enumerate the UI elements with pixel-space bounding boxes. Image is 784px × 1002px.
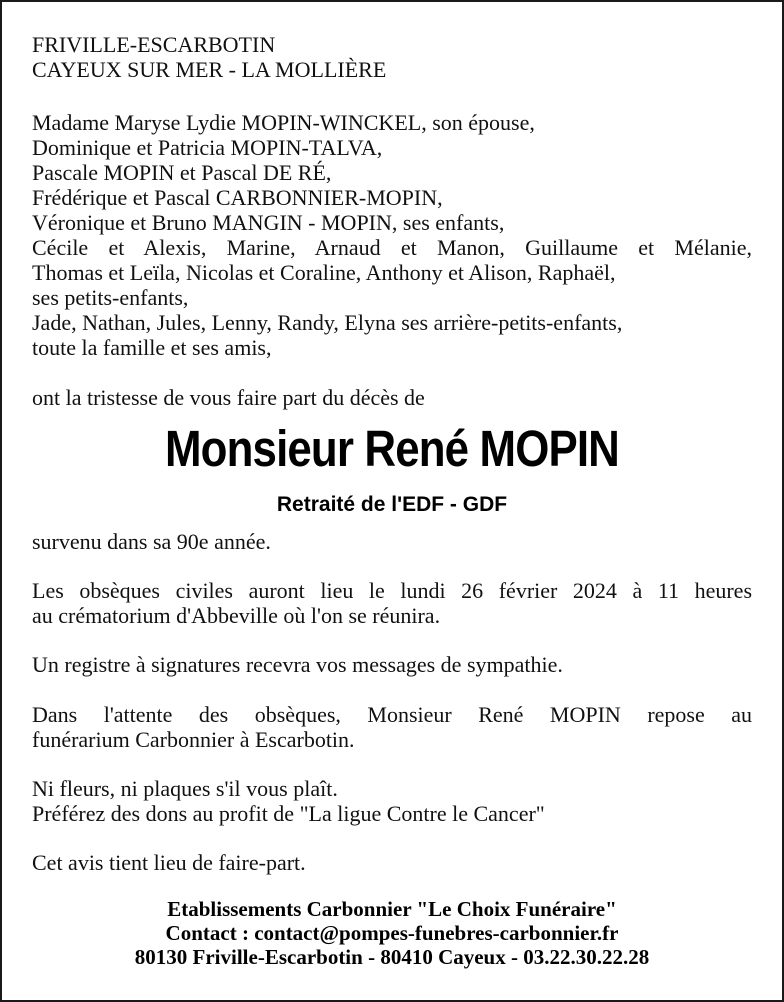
family-line: Pascale MOPIN et Pascal DE RÉ, [32,160,332,185]
footer-company: Etablissements Carbonnier "Le Choix Funéraire" [167,897,617,921]
footer-contact: Contact : contact@pompes-funebres-carbonnier.fr [165,921,619,945]
register-line: Un registre à signatures recevra vos messages de sympathie. [32,652,563,677]
family-line: ses petits-enfants, [32,285,189,310]
family-line: Dominique et Patricia MOPIN-TALVA, [32,135,383,160]
rest-line-1: Dans l'attente des obsèques, Monsieur René MOPIN repose au [32,702,752,727]
location-line-1: FRIVILLE-ESCARBOTIN [32,32,276,57]
announcement-line: ont la tristesse de vous faire part du décès de [32,385,425,410]
family-line: Madame Maryse Lydie MOPIN-WINCKEL, son épouse, [32,110,535,135]
footer-address: 80130 Friville-Escarbotin - 80410 Cayeux - 03.22.30.22.28 [134,945,650,969]
family-line: Frédérique et Pascal CARBONNIER-MOPIN, [32,185,443,210]
family-line: Jade, Nathan, Jules, Lenny, Randy, Elyna ses arrière-petits-enfants, [32,310,623,335]
deceased-title: Retraité de l'EDF - GDF [276,493,508,516]
family-line: Véronique et Bruno MANGIN - MOPIN, ses enfants, [32,210,505,235]
funeral-line-1: Les obsèques civiles auront lieu le lundi 26 février 2024 à 11 heures [32,578,752,603]
funeral-line-2: au crématorium d'Abbeville où l'on se réunira. [32,603,441,628]
deceased-name: Monsieur René MOPIN [165,420,619,477]
rest-line-2: funérarium Carbonnier à Escarbotin. [32,727,355,752]
notice-line: Cet avis tient lieu de faire-part. [32,850,306,875]
family-line: Cécile et Alexis, Marine, Arnaud et Manon, Guillaume et Mélanie, [32,235,752,260]
age-line: survenu dans sa 90e année. [32,529,271,554]
family-line: toute la famille et ses amis, [32,335,272,360]
family-line: Thomas et Leïla, Nicolas et Coraline, Anthony et Alison, Raphaël, [32,260,616,285]
flowers-line-2: Préférez des dons au profit de "La ligue Contre le Cancer" [32,801,545,826]
location-line-2: CAYEUX SUR MER - LA MOLLIÈRE [32,57,387,82]
flowers-line-1: Ni fleurs, ni plaques s'il vous plaît. [32,776,338,801]
